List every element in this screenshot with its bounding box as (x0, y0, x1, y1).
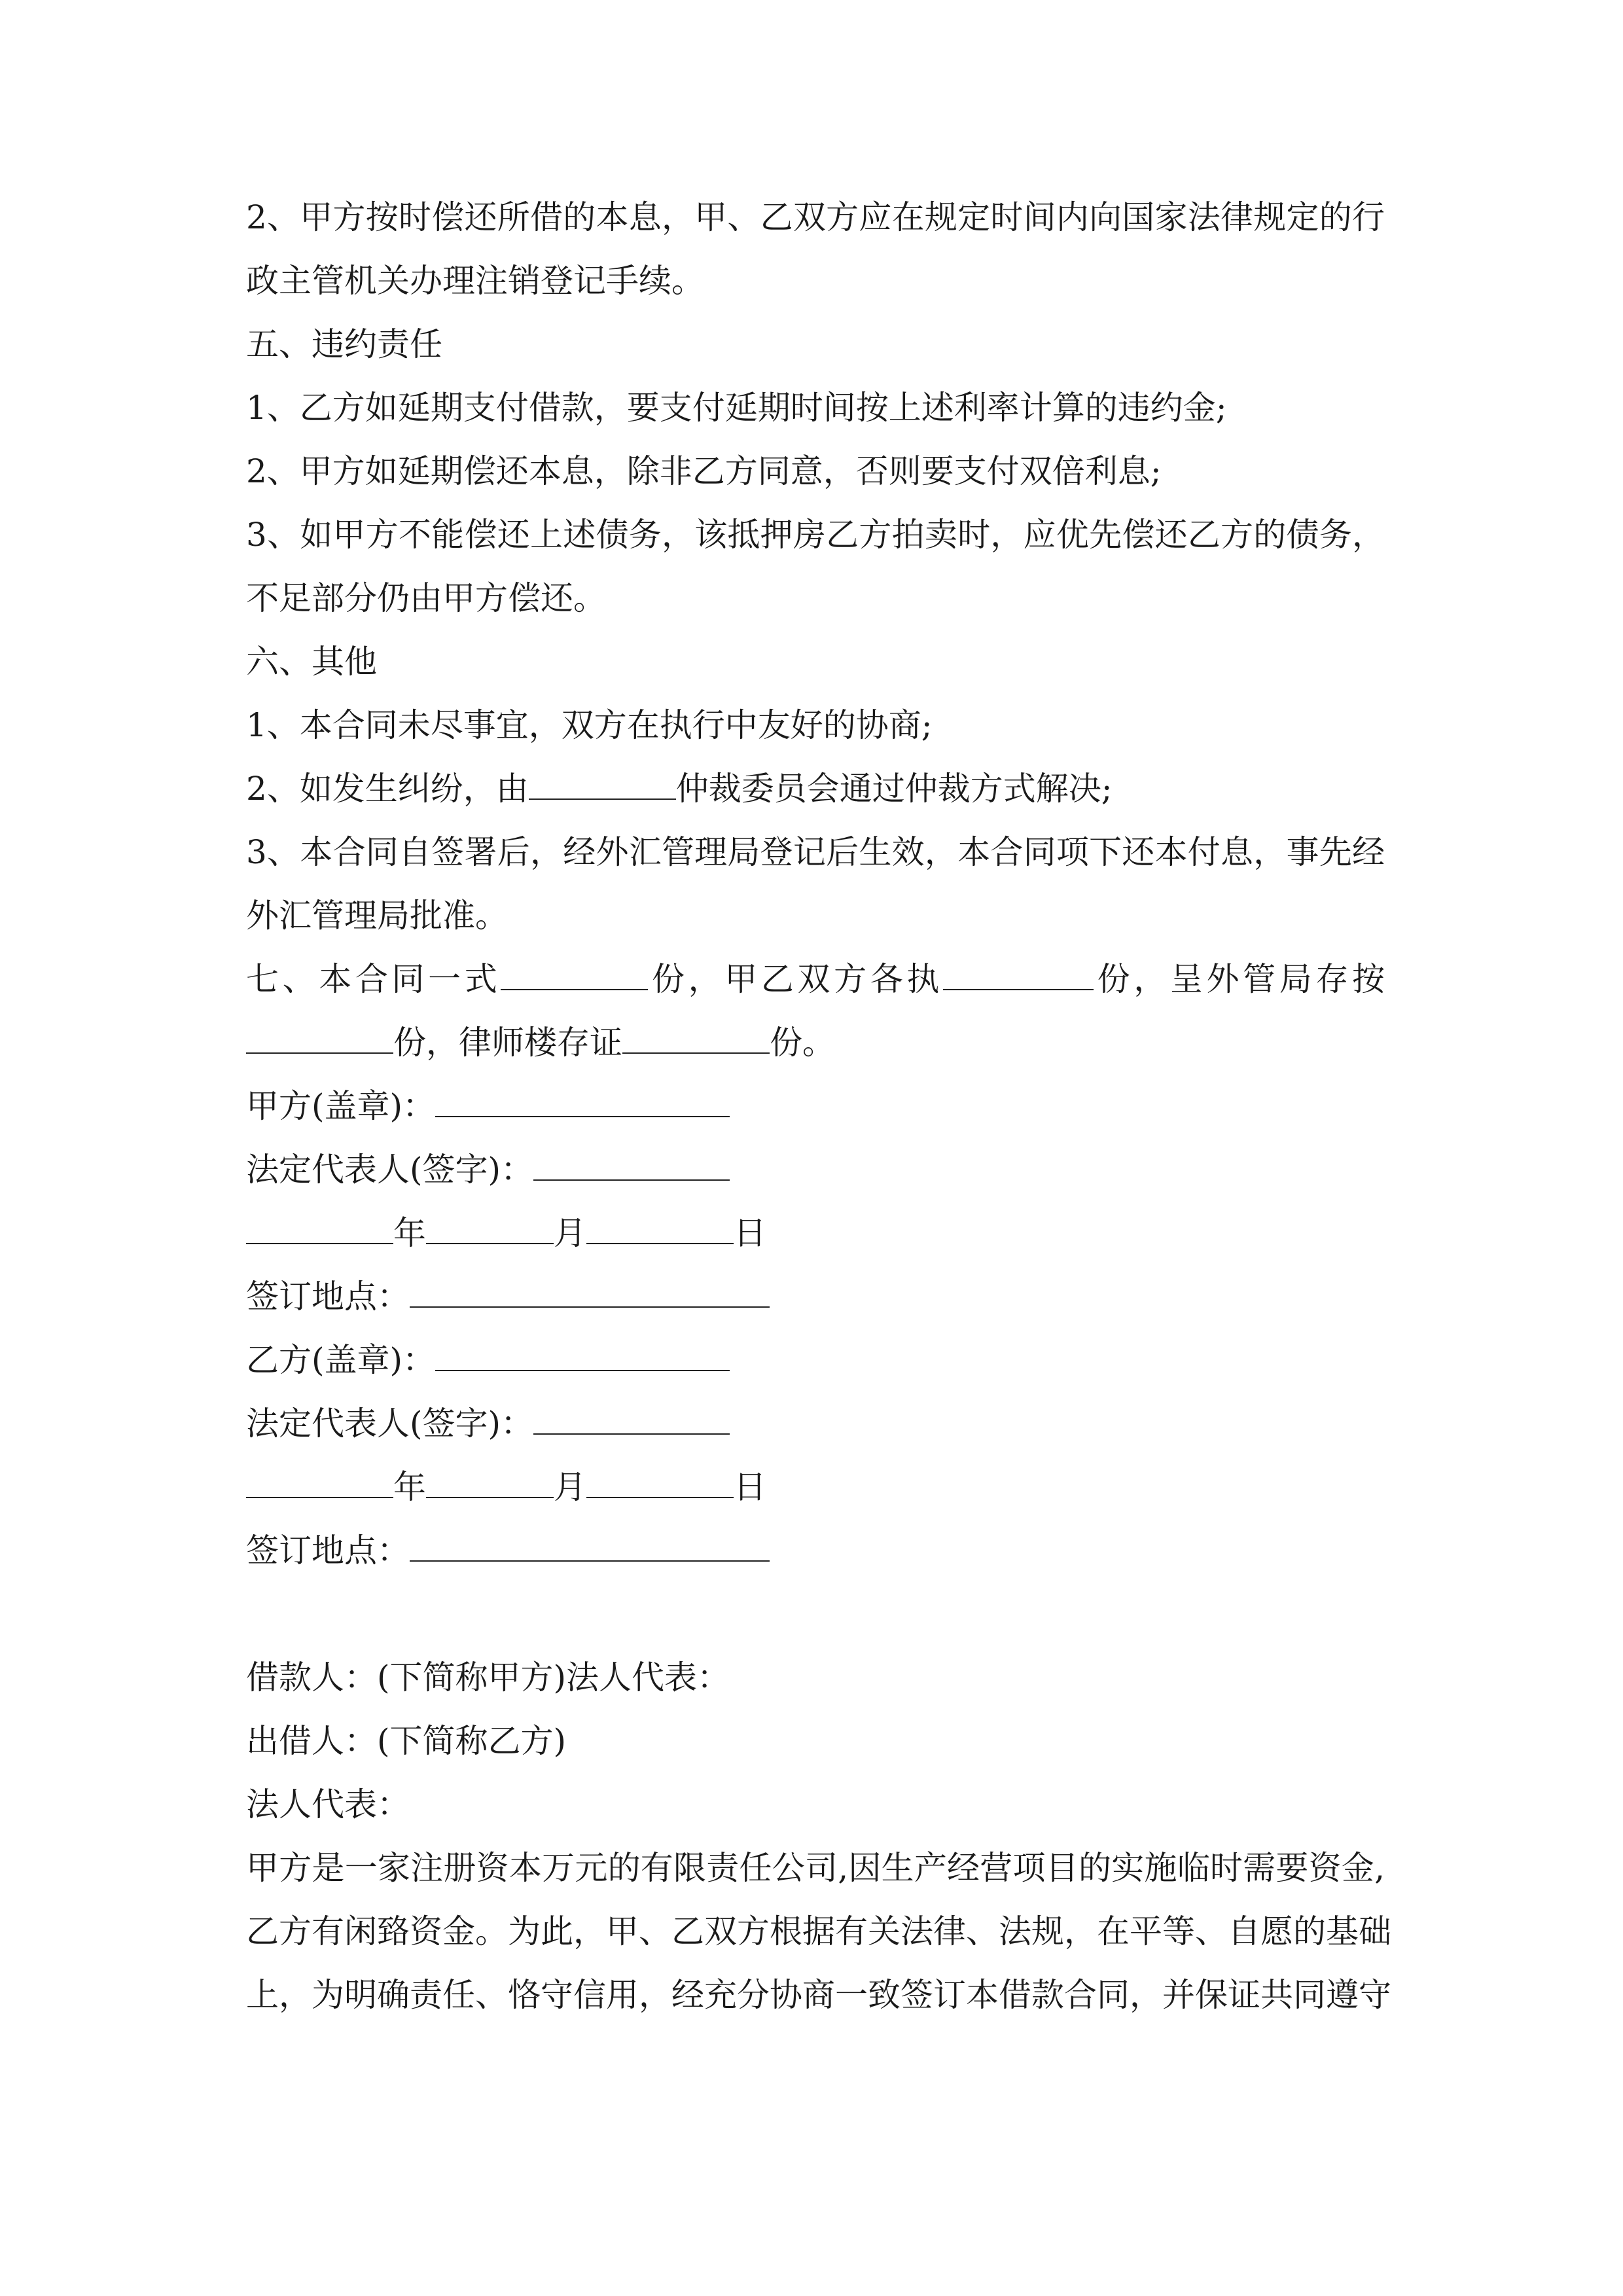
party-a-place-blank[interactable] (410, 1278, 770, 1308)
party-a-seal-blank[interactable] (435, 1087, 730, 1117)
clause-7-text-e: 份。 (770, 1024, 835, 1062)
clause-7-text-c: 份，呈外管局存按 (1094, 960, 1385, 998)
preamble-line-2: 乙方有闲臵资金。为此，甲、乙双方根据有关法律、法规，在平等、自愿的基础 (246, 1912, 1391, 1950)
party-a-date-row (246, 1212, 766, 1254)
copies-filed-blank[interactable] (246, 1024, 393, 1054)
clause-5-3-line-1: 3、如甲方不能偿还上述债务，该抵押房乙方拍卖时，应优先偿还乙方的债务， (246, 516, 1385, 554)
party-a-rep-label: 法定代表人(签字)： (246, 1151, 534, 1189)
clause-6-2-text-b: 仲裁委员会通过仲裁方式解决; (675, 770, 1113, 808)
clause-7-line-1 (246, 958, 1385, 1000)
arbitration-committee-blank[interactable] (529, 770, 676, 800)
party-a-day-label: 日 (734, 1214, 766, 1252)
clause-7-line-2 (246, 1022, 835, 1064)
preamble-line-3: 上，为明确责任、恪守信用，经充分协商一致签订本借款合同，并保证共同遵守 (246, 1976, 1391, 2014)
party-b-rep-row (246, 1403, 730, 1444)
copies-total-blank[interactable] (501, 960, 648, 990)
party-b-seal-blank[interactable] (435, 1341, 730, 1371)
party-a-place-label: 签订地点： (246, 1278, 410, 1316)
section-heading-other: 六、其他 (246, 643, 377, 681)
lender-line: 出借人：(下简称乙方) (246, 1722, 567, 1760)
legal-rep-line: 法人代表： (246, 1785, 410, 1823)
party-b-date-row (246, 1466, 766, 1508)
party-b-day-blank[interactable] (586, 1468, 734, 1498)
clause-6-2 (246, 768, 1113, 810)
clause-6-3-line-2: 外汇管理局批准。 (246, 897, 508, 935)
party-b-place-blank[interactable] (410, 1532, 770, 1562)
clause-5-1: 1、乙方如延期支付借款，要支付延期时间按上述利率计算的违约金; (246, 389, 1227, 427)
party-b-month-label: 月 (554, 1468, 586, 1506)
clause-6-2-text-a: 2、如发生纠纷，由 (246, 770, 529, 808)
party-b-place-label: 签订地点： (246, 1532, 410, 1570)
clause-7-text-a: 七、本合同一式 (246, 960, 501, 998)
party-a-seal-row (246, 1085, 730, 1127)
party-b-day-label: 日 (734, 1468, 766, 1506)
party-b-place-row (246, 1530, 770, 1571)
clause-6-3-line-1: 3、本合同自签署后，经外汇管理局登记后生效，本合同项下还本付息，事先经 (246, 833, 1385, 871)
section-heading-breach-liability: 五、违约责任 (246, 325, 442, 363)
party-b-year-blank[interactable] (246, 1468, 393, 1498)
clause-6-1: 1、本合同未尽事宜，双方在执行中友好的协商; (246, 706, 933, 744)
party-a-rep-row (246, 1149, 730, 1191)
borrower-line: 借款人：(下简称甲方)法人代表： (246, 1659, 730, 1696)
party-a-year-blank[interactable] (246, 1214, 393, 1244)
clause-5-2: 2、甲方如延期偿还本息，除非乙方同意，否则要支付双倍利息; (246, 452, 1162, 490)
preamble-line-1: 甲方是一家注册资本万元的有限责任公司,因生产经营项目的实施临时需要资金, (246, 1849, 1385, 1887)
party-b-seal-label: 乙方(盖章)： (246, 1341, 436, 1379)
party-a-day-blank[interactable] (586, 1214, 734, 1244)
party-a-place-row (246, 1276, 770, 1318)
clause-7-text-b: 份，甲乙双方各执 (648, 960, 943, 998)
clause-5-3-line-2: 不足部分仍由甲方偿还。 (246, 579, 606, 617)
party-b-month-blank[interactable] (426, 1468, 554, 1498)
clause-4-2-line-1: 2、甲方按时偿还所借的本息，甲、乙双方应在规定时间内向国家法律规定的行 (246, 198, 1385, 236)
party-b-year-label: 年 (393, 1468, 426, 1506)
party-a-month-blank[interactable] (426, 1214, 554, 1244)
party-b-rep-label: 法定代表人(签字)： (246, 1405, 534, 1443)
copies-lawyer-blank[interactable] (622, 1024, 770, 1054)
party-b-rep-blank[interactable] (533, 1405, 730, 1435)
party-a-month-label: 月 (554, 1214, 586, 1252)
party-b-seal-row (246, 1339, 730, 1381)
party-a-year-label: 年 (393, 1214, 426, 1252)
copies-each-party-blank[interactable] (943, 960, 1094, 990)
party-a-rep-blank[interactable] (533, 1151, 730, 1181)
party-a-seal-label: 甲方(盖章)： (246, 1087, 436, 1125)
clause-4-2-line-2: 政主管机关办理注销登记手续。 (246, 262, 704, 300)
clause-7-text-d: 份，律师楼存证 (393, 1024, 622, 1062)
